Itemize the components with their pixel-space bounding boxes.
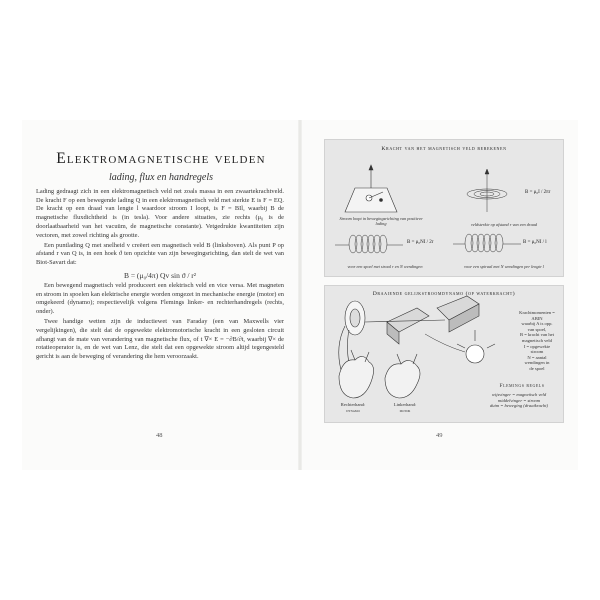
rule-line: middelvinger = stroom: [497, 397, 541, 403]
panel-title-dynamo: Draaiende gelijkstroomdynamo (op waterkracht): [372, 291, 516, 297]
right-hand-label: Rechterhand:: [340, 402, 366, 407]
dynamo-legend: [511, 310, 563, 372]
paragraph-4: Twee handige wetten zijn de inductiewet van Faraday (een van Maxwells vier vergelijkingen), die stelt dat de opgewekte elektromotorische kracht in een gesloten circuit afhangt van de mate van verandering van magnetische flux, of t ∇× E = −∂B/∂t, waarbij ∇× de rotatieoperator is, en de wet van Lenz, die stelt dat een opgewekte stroom altijd tegengesteld gericht is aan de beweging of verandering die hem veroorzaakt.: [36, 318, 284, 361]
paragraph-1: Lading gedraagt zich in een elektromagnetisch veld net zoals massa in een zwaartekrachtveld. De kracht F op een bewegende lading Q in een elektromagnetisch veld met sterkte E is F = EQ. De kracht op een draad van lengte l waardoor stroom I loopt, is F = BIl, waarbij B de magnetische fluxdichtheid is (in tesla). Voor andere situaties, zie rechts (μ₀ is de doorlaatbaarheid van het vacuüm, de magnetische constante). Vetgedrukte kwantiteiten zijn vectoren, met zowel richting als grootte.: [36, 188, 284, 239]
force-diagrams: [325, 140, 565, 278]
paragraph-2: Een puntlading Q met snelheid v creëert een magnetisch veld B (linksboven). Als punt P op afstand r van Q is, in een hoek ϑ ten opzichte van zijn bewegingsrichting, dan stelt de wet van Biot-Savart dat:: [36, 241, 284, 267]
left-hand-label: Linkerhand:: [393, 402, 417, 407]
body-text: [36, 188, 284, 363]
legend-line: de spoel: [529, 365, 545, 371]
paragraph-3: Een bewegend magnetisch veld produceert een elektrisch veld en vice versa. Met magneten en stroom in spoelen kan elektrische energie worden omgezet in mechanische energie (motor) en omgekeerd (dynamo); respectievelijk volgens Flemings linker- en rechterhandregels (rechts, onder).: [36, 282, 284, 316]
wire-field-illustration: [467, 169, 507, 212]
legend-line: magnetisch veld: [522, 337, 552, 343]
dynamo-panel: [324, 285, 564, 423]
caption-wire: veldsterkte op afstand r van een draad: [470, 222, 538, 227]
caption-coil: voor een spoel met straal r en N wendingen: [347, 264, 423, 269]
coil-illustration: [335, 235, 403, 253]
rules-title: Flemings regels: [499, 383, 545, 389]
book-spread: [22, 120, 578, 470]
force-calculation-panel: [324, 139, 564, 277]
legend-line: wendingen in: [524, 360, 550, 366]
legend-line: Krachtmomenten =: [519, 310, 555, 315]
equation-solenoid: B = μ₀NI / l: [523, 240, 547, 245]
rule-line: duim = beweging (draaikracht): [489, 403, 549, 409]
page-title: Elektromagnetische velden: [56, 150, 266, 167]
left-hand-sub: motor: [399, 407, 411, 413]
left-page: [22, 120, 300, 470]
magnet-illustration: [365, 296, 479, 344]
left-hand-caption: [385, 402, 425, 413]
legend-line: N = aantal: [527, 354, 547, 360]
right-hand-icon: [339, 350, 374, 398]
equation-wire: B = μ₀I / 2πr: [525, 190, 551, 195]
page-number-right: 49: [436, 432, 443, 439]
right-hand-sub: dynamo: [346, 407, 360, 413]
solenoid-illustration: [453, 234, 521, 252]
page-number-left: 48: [156, 432, 163, 439]
rule-line: wijsvinger = magnetisch veld: [491, 392, 547, 397]
right-hand-caption: [333, 402, 373, 413]
equation-coil: B = μ₀NI / 2r: [407, 240, 434, 245]
biot-savart-formula: B = (μ₀/4π) Qv sin ϑ / r²: [123, 270, 197, 280]
left-hand-icon: [385, 354, 420, 398]
legend-line: ABIN: [531, 315, 543, 321]
legend-line: stroom: [530, 349, 544, 355]
page-subtitle: lading, flux en handregels: [108, 172, 214, 183]
panel-title-force: Kracht van het magnetisch veld berekenen: [381, 146, 507, 152]
legend-line: I = opgewekte: [523, 343, 551, 349]
right-page: [300, 120, 578, 470]
charge-field-illustration: [345, 165, 397, 212]
legend-line: waarbij A is opp.: [521, 321, 553, 327]
caption-charge: Stroom loopt in bewegingsrichting van positieve lading: [339, 216, 423, 227]
legend-line: B = kracht van het: [520, 332, 554, 338]
light-bulb-icon: [457, 330, 495, 363]
rules-list: [475, 392, 563, 409]
caption-solenoid: voor een spiraal met N wendingen per lengte l: [464, 264, 544, 269]
legend-line: van spoel,: [527, 326, 547, 332]
